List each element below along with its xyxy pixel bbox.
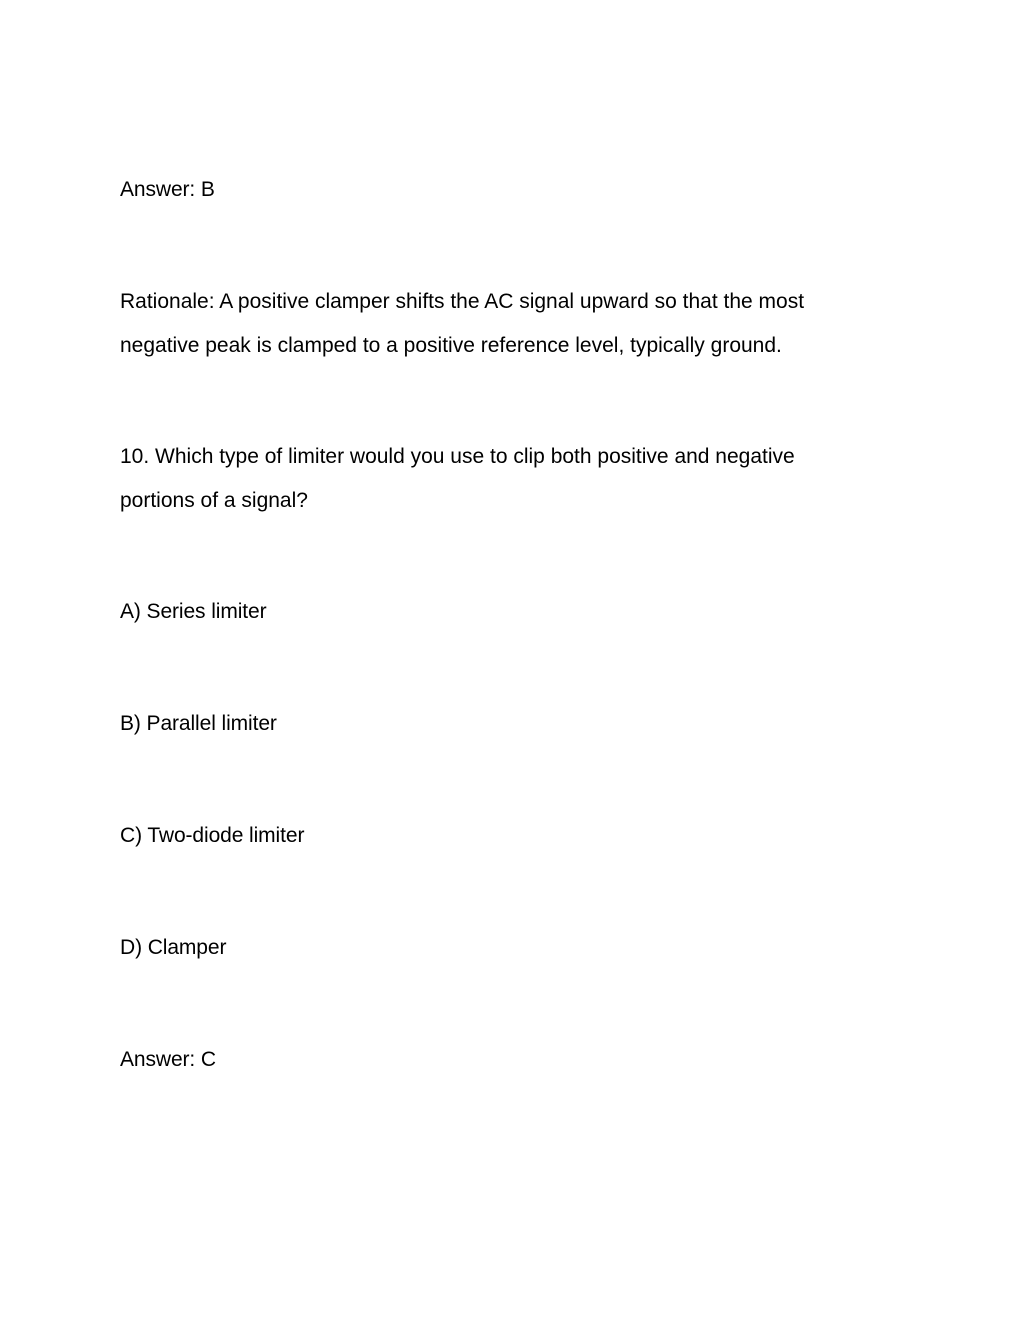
option-d: D) Clamper <box>120 936 227 959</box>
rationale-line-1: Rationale: A positive clamper shifts the AC signal upward so that the most <box>120 290 805 313</box>
option-c: C) Two-diode limiter <box>120 824 305 847</box>
option-a: A) Series limiter <box>120 600 267 623</box>
question-line-2: portions of a signal? <box>120 489 308 512</box>
question-10 <box>120 435 880 523</box>
answer-current: Answer: C <box>120 1048 216 1071</box>
question-line-1: 10. Which type of limiter would you use to clip both positive and negative <box>120 445 795 468</box>
answer-previous: Answer: B <box>120 178 215 201</box>
rationale-paragraph <box>120 280 880 368</box>
option-b: B) Parallel limiter <box>120 712 277 735</box>
rationale-line-2: negative peak is clamped to a positive reference level, typically ground. <box>120 334 782 357</box>
